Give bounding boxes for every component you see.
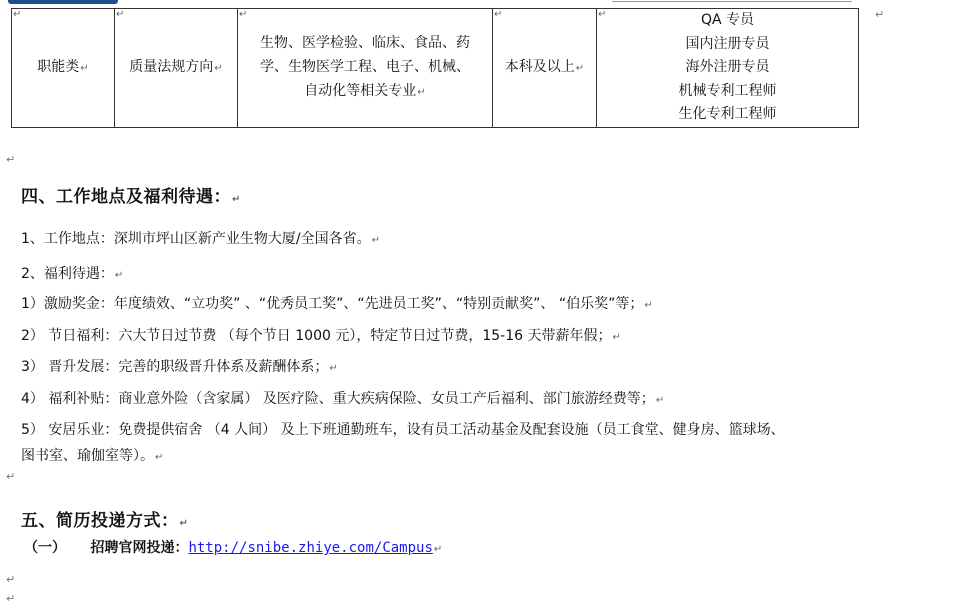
role-item: 机械专利工程师: [678, 82, 777, 99]
paragraph-mark-icon: ↵: [6, 470, 16, 483]
section-4-title: 四、工作地点及福利待遇：: [21, 187, 231, 207]
method-number: （一）: [24, 540, 66, 556]
benefit-text: 2） 节日福利：六大节日过节费 （每个节日 1000 元），特定节日过节费，15-16 天带薪年假；: [21, 328, 612, 344]
benefit-item: [21, 293, 653, 313]
benefit-item: [21, 419, 785, 439]
cell-degree: [493, 9, 597, 128]
role-item: QA 专员: [700, 12, 755, 29]
cell-roles: [597, 9, 859, 128]
return-mark-icon: ↵: [655, 395, 665, 406]
section-5-title: 五、简历投递方式：: [21, 511, 179, 531]
major-line-text: 自动化等相关专业: [304, 83, 417, 99]
cell-mark-icon: ↵: [598, 9, 607, 20]
return-mark-icon: ↵: [575, 63, 585, 74]
cell-mark-icon: ↵: [494, 9, 503, 20]
work-location-text: 1、工作地点：深圳市坪山区新产业生物大厦/全国各省。: [21, 231, 371, 247]
benefit-item: [21, 388, 664, 408]
cell-majors: [238, 9, 493, 128]
cell-category: [12, 9, 115, 128]
return-mark-icon: ↵: [612, 332, 621, 343]
benefit-text: 4） 福利补贴：商业意外险（含家属） 及医疗险、重大疾病保险、女员工产后福利、部门旅游经费等；: [21, 391, 655, 407]
header-rule: [612, 1, 852, 2]
careers-site-link[interactable]: http://snibe.zhiye.com/Campus: [188, 540, 433, 556]
benefit-text: 5） 安居乐业：免费提供宿舍 （4 人间） 及上下班通勤班车，设有员工活动基金及配套设施（员工食堂、健身房、篮球场、: [21, 422, 785, 438]
table-row: [12, 9, 859, 128]
benefit-item: [21, 325, 621, 345]
return-mark-icon: ↵: [80, 63, 89, 74]
cell-mark-icon: ↵: [239, 9, 248, 20]
role-item: 国内注册专员: [685, 35, 770, 52]
return-mark-icon: ↵: [114, 270, 124, 281]
major-line: [244, 79, 486, 105]
benefit-text: 3） 晋升发展：完善的职级晋升体系及薪酬体系；: [21, 359, 329, 375]
major-line: 生物、医学检验、临床、食品、药: [260, 35, 470, 51]
majors-text: [238, 31, 492, 105]
method-label: 招聘官网投递：: [90, 540, 189, 556]
paragraph-mark-icon: ↵: [875, 8, 885, 21]
return-mark-icon: ↵: [417, 87, 426, 98]
benefit-text: 1）激励奖金：年度绩效、“立功奖” 、“优秀员工奖”、“先进员工奖”、“特别贡献奖”、 “伯乐奖”等；: [21, 296, 644, 312]
resume-method: [24, 537, 442, 557]
return-mark-icon: ↵: [644, 300, 653, 311]
role-item: 海外注册专员: [685, 59, 770, 76]
document-top-strip: [0, 0, 958, 4]
company-logo: [8, 0, 118, 4]
return-mark-icon: ↵: [232, 194, 241, 205]
return-mark-icon: ↵: [433, 544, 443, 555]
cell-mark-icon: ↵: [13, 9, 22, 20]
paragraph-mark-icon: ↵: [6, 592, 16, 605]
return-mark-icon: ↵: [329, 363, 338, 374]
paragraph-mark-icon: ↵: [6, 153, 16, 166]
benefits-heading-text: 2、福利待遇：: [21, 266, 114, 282]
return-mark-icon: ↵: [155, 452, 164, 463]
category-text: 职能类: [37, 59, 80, 75]
section-4-heading: [21, 182, 241, 207]
cell-mark-icon: ↵: [116, 9, 125, 20]
major-line: 学、生物医学工程、电子、机械、: [260, 59, 470, 75]
return-mark-icon: ↵: [214, 63, 223, 74]
section-5-heading: [21, 506, 188, 531]
job-table: [11, 8, 859, 128]
return-mark-icon: ↵: [179, 518, 189, 529]
benefit-text: 图书室、瑜伽室等）。: [21, 448, 154, 464]
direction-text: 质量法规方向: [129, 59, 214, 75]
benefit-item: [21, 356, 338, 376]
benefit-item-continued: [21, 445, 163, 465]
degree-text: 本科及以上: [504, 59, 575, 75]
paragraph-mark-icon: ↵: [6, 573, 16, 586]
work-location: [21, 228, 380, 248]
return-mark-icon: ↵: [371, 235, 381, 246]
role-item: 生化专利工程师: [678, 106, 777, 123]
cell-direction: [115, 9, 238, 128]
benefits-heading: [21, 263, 123, 283]
